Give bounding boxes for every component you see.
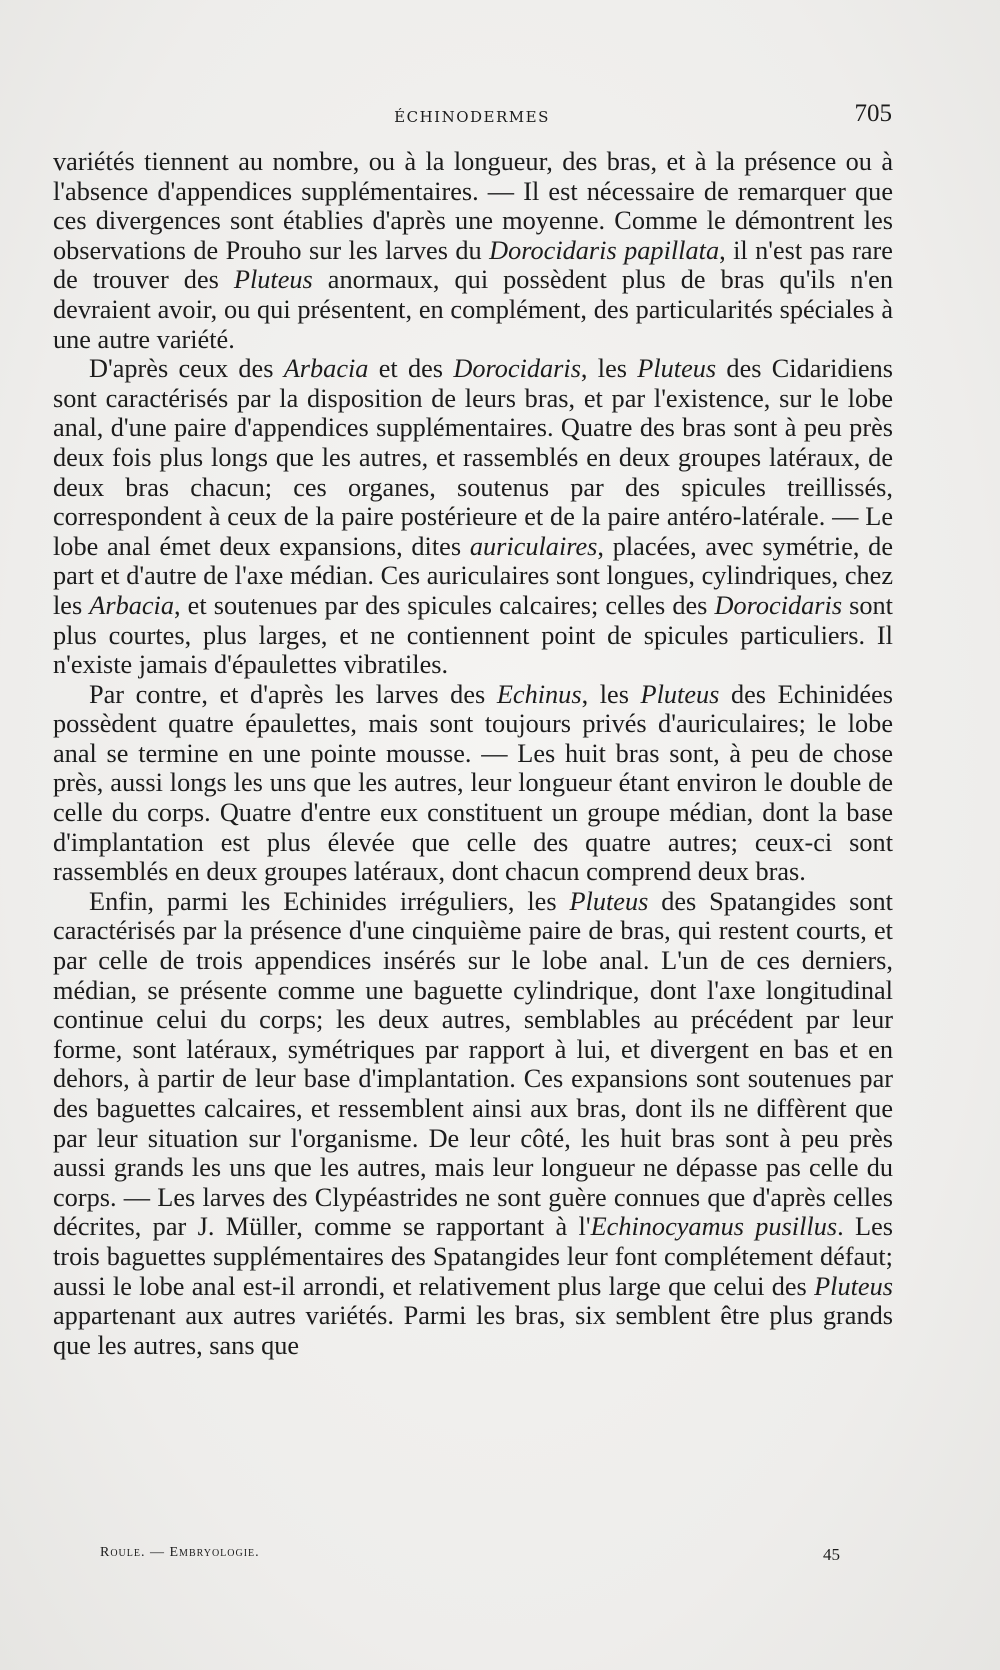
running-title: ÉCHINODERMES: [394, 108, 550, 126]
text-run: , les: [581, 679, 641, 709]
text-run: anormaux, qui possèdent plus de bras qu'ils n'en devraient avoir, ou qui présentent, en complément, des particularités spéciales à une autre variété.: [53, 265, 893, 354]
text-run: , il n'est pas rare de trouver des: [53, 235, 893, 295]
footer-author-title: Roule. — Embryologie.: [100, 1545, 260, 1560]
text-run: appartenant aux autres variétés. Parmi les bras, six semblent être plus grands que les autres, sans que: [53, 1301, 893, 1360]
text-run: des Echinidées possèdent quatre épaulettes, mais sont toujours privés d'auriculaires; le lobe anal se termine en une pointe mousse. — Les huit bras sont, à peu de chose près, aussi longs les uns que les autres, leur longueur étant environ le double de celle du corps. Quatre d'entre eux constituent un groupe médian, dont la base d'implantation est plus élevée que celle des quatre autres; ceux-ci sont rassemblés en deux groupes latéraux, dont chacun comprend deux bras.: [53, 679, 893, 887]
page-header: [52, 100, 892, 134]
text-run: variétés tiennent au nombre, ou à la longueur, des bras, et à la présence ou à l'absence d'appendices supplémentaires. — Il est nécessaire de remarquer que ces divergences sont établies d'après une moyenne. Comme le démontrent les observations de Prouho sur les larves du: [53, 147, 893, 265]
paragraph: [53, 887, 893, 1361]
text-run: , placées, avec symétrie, de part et d'autre de l'axe médian. Ces auriculaires sont longues, cylindriques, chez les: [53, 531, 894, 620]
text-run: des Spatangides sont caractérisés par la présence d'une cinquième paire de bras, qui restent courts, et par celle de trois appendices insérés sur le lobe anal. L'un de ces derniers, médian, se présente comme une baguette cylindrique, dont l'axe longitudinal continue celui du corps; les deux autres, semblables au précédent par leur forme, sont latéraux, symétriques par rapport à lui, et divergent en bas et en dehors, à partir de leur base d'implantation. Ces expansions sont soutenues par des baguettes calcaires, et ressemblent ainsi aux bras, dont ils ne diffèrent que par leur situation sur l'organisme. De leur côté, les huit bras sont à peu près aussi grands les uns que les autres, mais leur longueur ne dépasse pas celle du corps. — Les larves des Clypéastrides ne sont guère connues que d'après celles décrites, par J. Müller, comme se rapportant à l': [53, 886, 893, 1242]
paragraph: [53, 354, 893, 680]
text-run: des Cidaridiens sont caractérisés par la disposition de leurs bras, et par l'existence, sur le lobe anal, d'une paire d'appendices supplémentaires. Quatre des bras sont à peu près deux fois plus longs que les autres, et rassemblés en deux groupes latéraux, de deux bras chacun; ces organes, soutenus par des spicules treillissés, correspondent à ceux de la paire postérieure et de la paire antéro-latérale. — Le lobe anal émet deux expansions, dites: [53, 354, 893, 561]
italic-term: Dorocidaris: [453, 354, 581, 384]
italic-term: Pluteus: [569, 886, 649, 916]
italic-term: Echinocyamus pusillus: [590, 1212, 838, 1242]
italic-term: Echinus: [496, 679, 582, 709]
italic-term: Pluteus: [814, 1271, 893, 1301]
paragraph: [53, 680, 893, 887]
text-run: , et soutenues par des spicules calcaires; celles des: [174, 590, 715, 620]
text-run: . Les trois baguettes supplémentaires des Spatangides leur font complétement défaut; aussi le lobe anal est-il arrondi, et relativement plus large que celui des: [53, 1212, 894, 1301]
paragraph: [53, 147, 893, 354]
text-run: et des: [368, 354, 454, 384]
body-text: [53, 147, 893, 1360]
text-run: , les: [580, 354, 638, 384]
text-run: Par contre, et d'après les larves des: [89, 679, 497, 709]
page-number: 705: [854, 100, 892, 127]
italic-term: Arbacia: [283, 354, 369, 384]
italic-term: Pluteus: [640, 679, 720, 709]
page-footer: [100, 1545, 840, 1569]
text-run: D'après ceux des: [89, 354, 284, 384]
signature-mark: 45: [823, 1545, 840, 1564]
italic-term: Dorocidaris papillata: [489, 235, 720, 265]
text-run: sont plus courtes, plus larges, et ne contiennent point de spicules particuliers. Il n'existe jamais d'épaulettes vibratiles.: [53, 590, 893, 680]
italic-term: Arbacia: [89, 590, 175, 620]
italic-term: Pluteus: [233, 265, 313, 295]
text-run: Enfin, parmi les Echinides irréguliers, les: [89, 886, 570, 916]
italic-term: auriculaires: [469, 531, 598, 561]
italic-term: Dorocidaris: [714, 590, 843, 620]
italic-term: Pluteus: [637, 354, 717, 384]
